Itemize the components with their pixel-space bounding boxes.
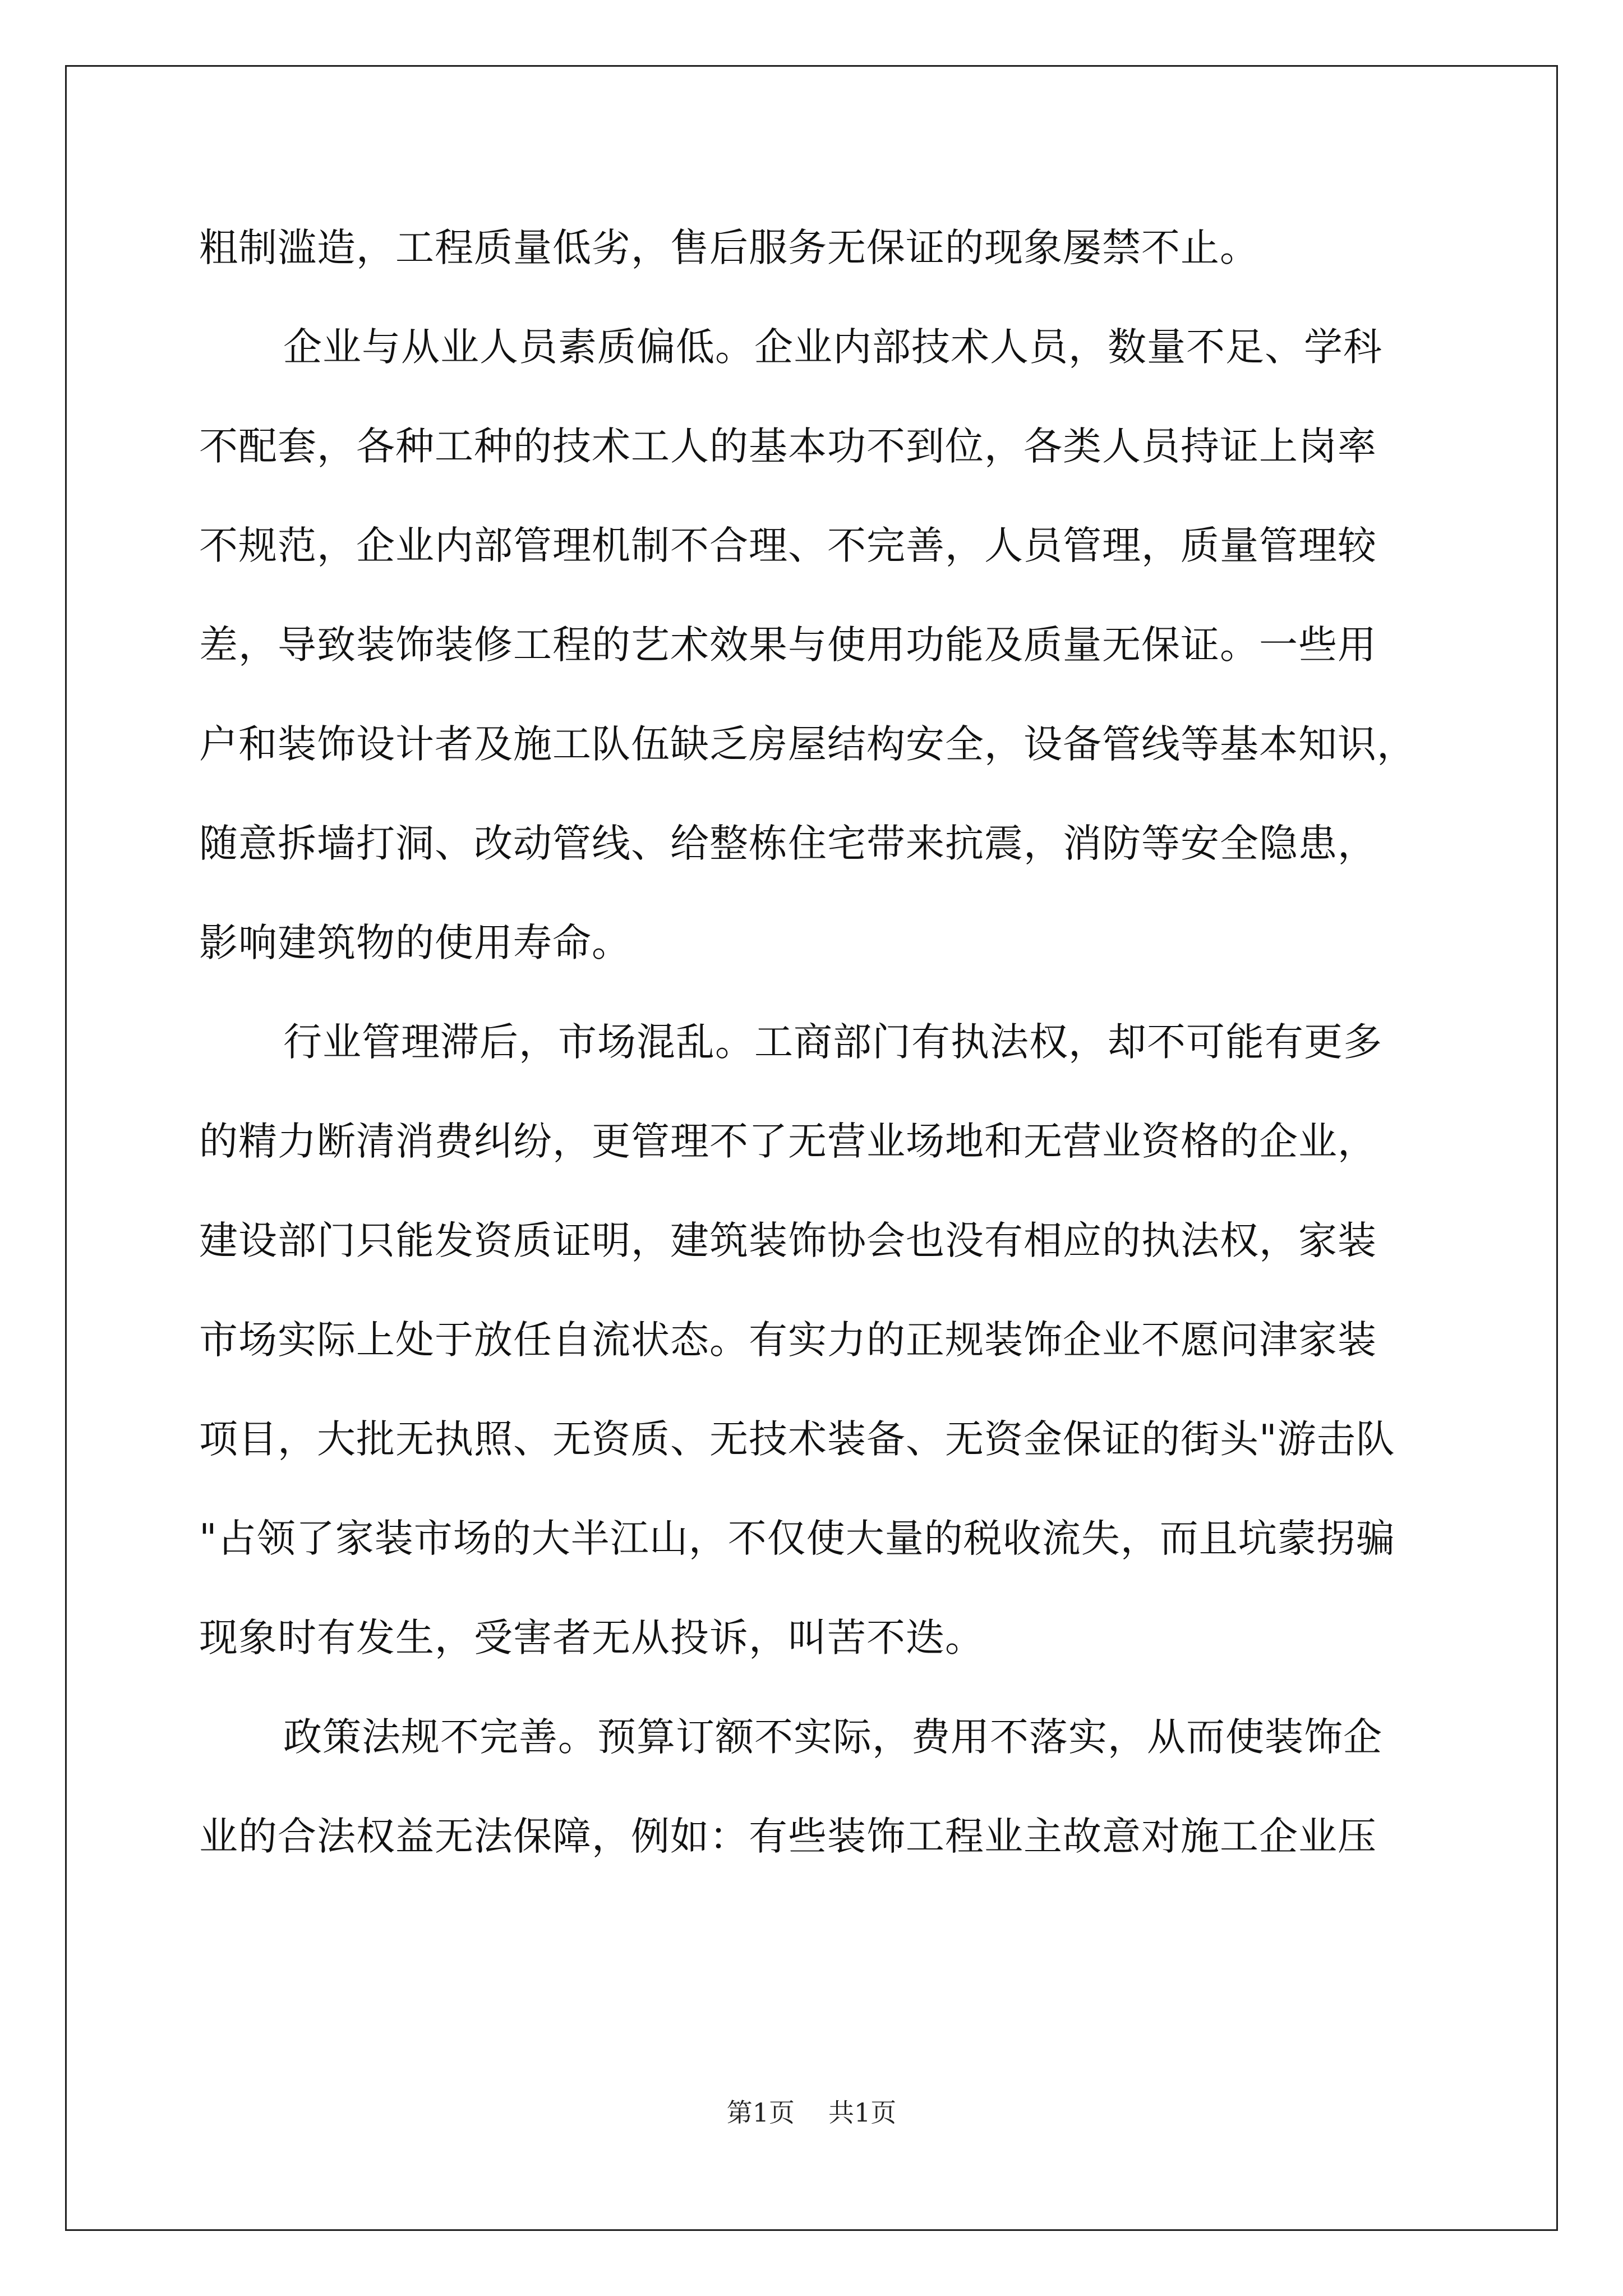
text-line: "占领了家装市场的大半江山，不仅使大量的税收流失，而且坑蒙拐骗 <box>199 1516 1395 1561</box>
text-line: 不配套，各种工种的技术工人的基本功不到位，各类人员持证上岗率 <box>199 424 1377 469</box>
text-line: 差，导致装饰装修工程的艺术效果与使用功能及质量无保证。一些用 <box>199 623 1377 668</box>
page-total: 共1页 <box>828 2097 897 2128</box>
text-line: 业的合法权益无法保障，例如：有些装饰工程业主故意对施工企业压 <box>199 1814 1377 1859</box>
text-line: 现象时有发生，受害者无从投诉，叫苦不迭。 <box>199 1616 984 1660</box>
text-line: 项目，大批无执照、无资质、无技术装备、无资金保证的街头"游击队 <box>199 1417 1395 1462</box>
text-line: 随意拆墙打洞、改动管线、给整栋住宅带来抗震，消防等安全隐患， <box>199 821 1377 866</box>
text-line: 影响建筑物的使用寿命。 <box>199 921 631 965</box>
text-line: 行业管理滞后，市场混乱。工商部门有执法权，却不可能有更多 <box>283 1020 1382 1065</box>
text-line: 粗制滥造，工程质量低劣，售后服务无保证的现象屡禁不止。 <box>199 226 1259 270</box>
document-body <box>199 215 1433 1903</box>
text-line: 政策法规不完善。预算订额不实际，费用不落实，从而使装饰企 <box>283 1715 1382 1760</box>
page-footer <box>0 2096 1623 2129</box>
text-line: 不规范，企业内部管理机制不合理、不完善，人员管理，质量管理较 <box>199 523 1377 568</box>
text-line: 企业与从业人员素质偏低。企业内部技术人员，数量不足、学科 <box>283 325 1382 370</box>
text-line: 的精力断清消费纠纷，更管理不了无营业场地和无营业资格的企业， <box>199 1119 1377 1164</box>
text-line: 户和装饰设计者及施工队伍缺乏房屋结构安全，设备管线等基本知识， <box>199 722 1416 767</box>
text-line: 市场实际上处于放任自流状态。有实力的正规装饰企业不愿问津家装 <box>199 1318 1377 1363</box>
text-line: 建设部门只能发资质证明，建筑装饰协会也没有相应的执法权，家装 <box>199 1218 1377 1263</box>
page-number: 第1页 <box>726 2097 795 2128</box>
